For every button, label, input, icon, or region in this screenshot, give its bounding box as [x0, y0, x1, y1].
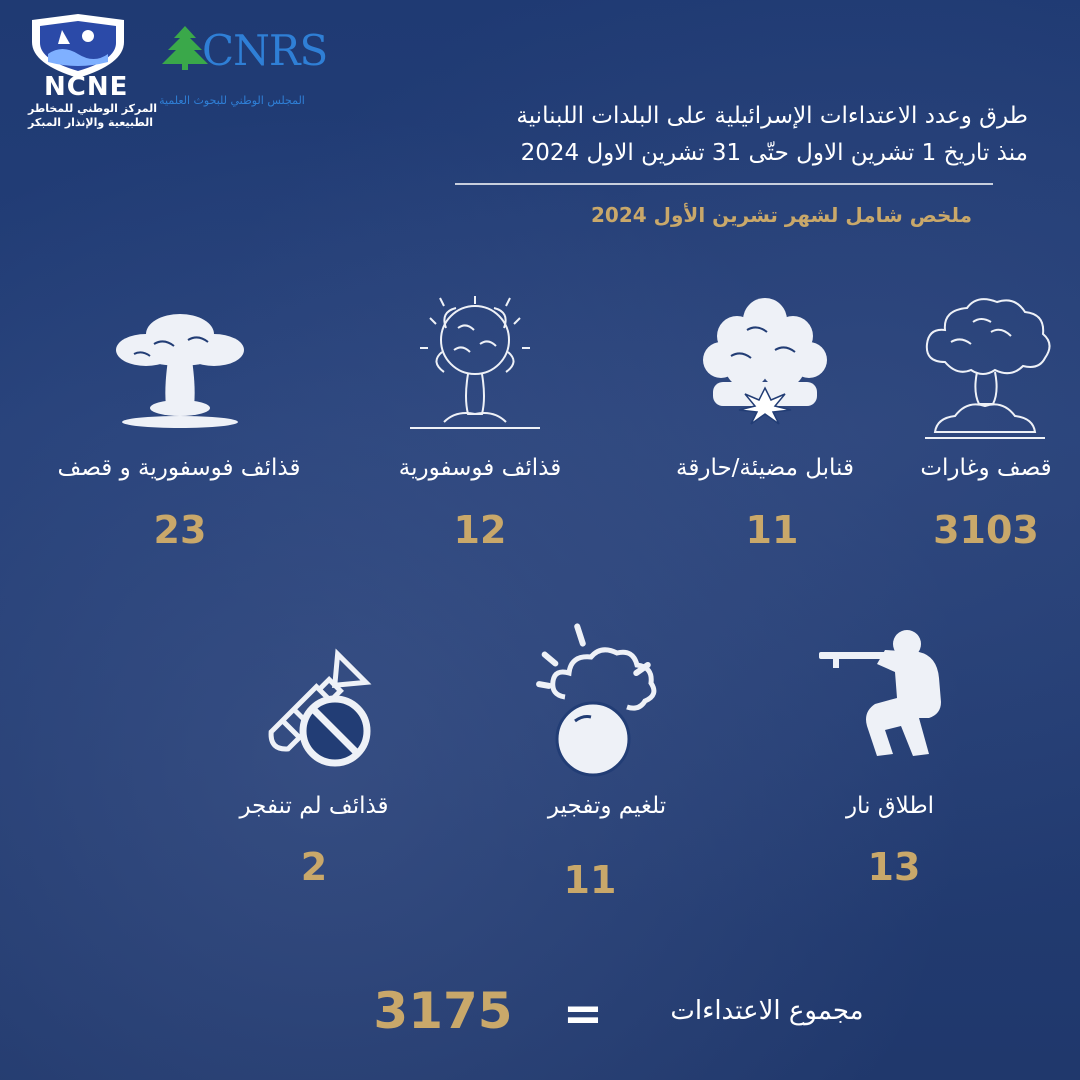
ncne-line2: الطبيعية والإنذار المبكر — [28, 116, 154, 129]
stat-label-mining-and-demolition: تلغيم وتفجير — [547, 793, 667, 819]
ncne-line1: المركز الوطني للمخاطر — [28, 102, 158, 115]
stat-value-phosphorus-shells: 12 — [453, 508, 507, 552]
subtitle: ملخص شامل لشهر تشرين الأول 2024 — [591, 203, 972, 227]
cnrs-subtitle: المجلس الوطني للبحوث العلمية — [159, 94, 305, 107]
stat-value-mining-and-demolition: 11 — [563, 858, 617, 902]
cnrs-logo — [140, 20, 330, 112]
unexploded-shell-icon — [245, 635, 385, 775]
stat-label-phosphorus-and-shelling: قذائف فوسفورية و قصف — [57, 455, 301, 481]
title-line-2: منذ تاريخ 1 تشرين الاول حتّى 31 تشرين الاول 2024 — [520, 140, 1028, 166]
stat-value-unexploded-shells: 2 — [300, 845, 328, 889]
stat-label-unexploded-shells: قذائف لم تنفجر — [239, 793, 389, 819]
total-equals: = — [562, 986, 604, 1042]
stat-label-flare-bombs: قنابل مضيئة/حارقة — [676, 455, 854, 481]
stat-label-airstrikes: قصف وغارات — [920, 455, 1052, 481]
ncne-name: NCNE — [44, 72, 129, 102]
stat-label-gunfire: اطلاق نار — [845, 793, 935, 819]
header-divider — [455, 183, 993, 185]
mine-explosion-icon — [535, 615, 665, 785]
flare-bomb-explosion-icon — [695, 290, 835, 430]
mushroom-cloud-icon — [110, 310, 250, 430]
airstrike-cloud-icon — [915, 292, 1055, 442]
total-label: مجموع الاعتداءات — [670, 996, 864, 1026]
cnrs-name: CNRS — [202, 26, 328, 75]
soldier-shooting-icon — [815, 622, 955, 762]
phosphorus-shell-icon — [400, 288, 550, 438]
stat-value-airstrikes: 3103 — [933, 508, 1039, 552]
stat-value-phosphorus-and-shelling: 23 — [153, 508, 207, 552]
stat-label-phosphorus-shells: قذائف فوسفورية — [398, 455, 562, 481]
total-value: 3175 — [373, 982, 513, 1040]
stat-value-flare-bombs: 11 — [745, 508, 799, 552]
title-line-1: طرق وعدد الاعتداءات الإسرائيلية على البلدات اللبنانية — [516, 103, 1028, 129]
ncne-logo — [22, 14, 158, 129]
ncne-shield-icon — [22, 14, 134, 80]
stat-value-gunfire: 13 — [867, 845, 921, 889]
